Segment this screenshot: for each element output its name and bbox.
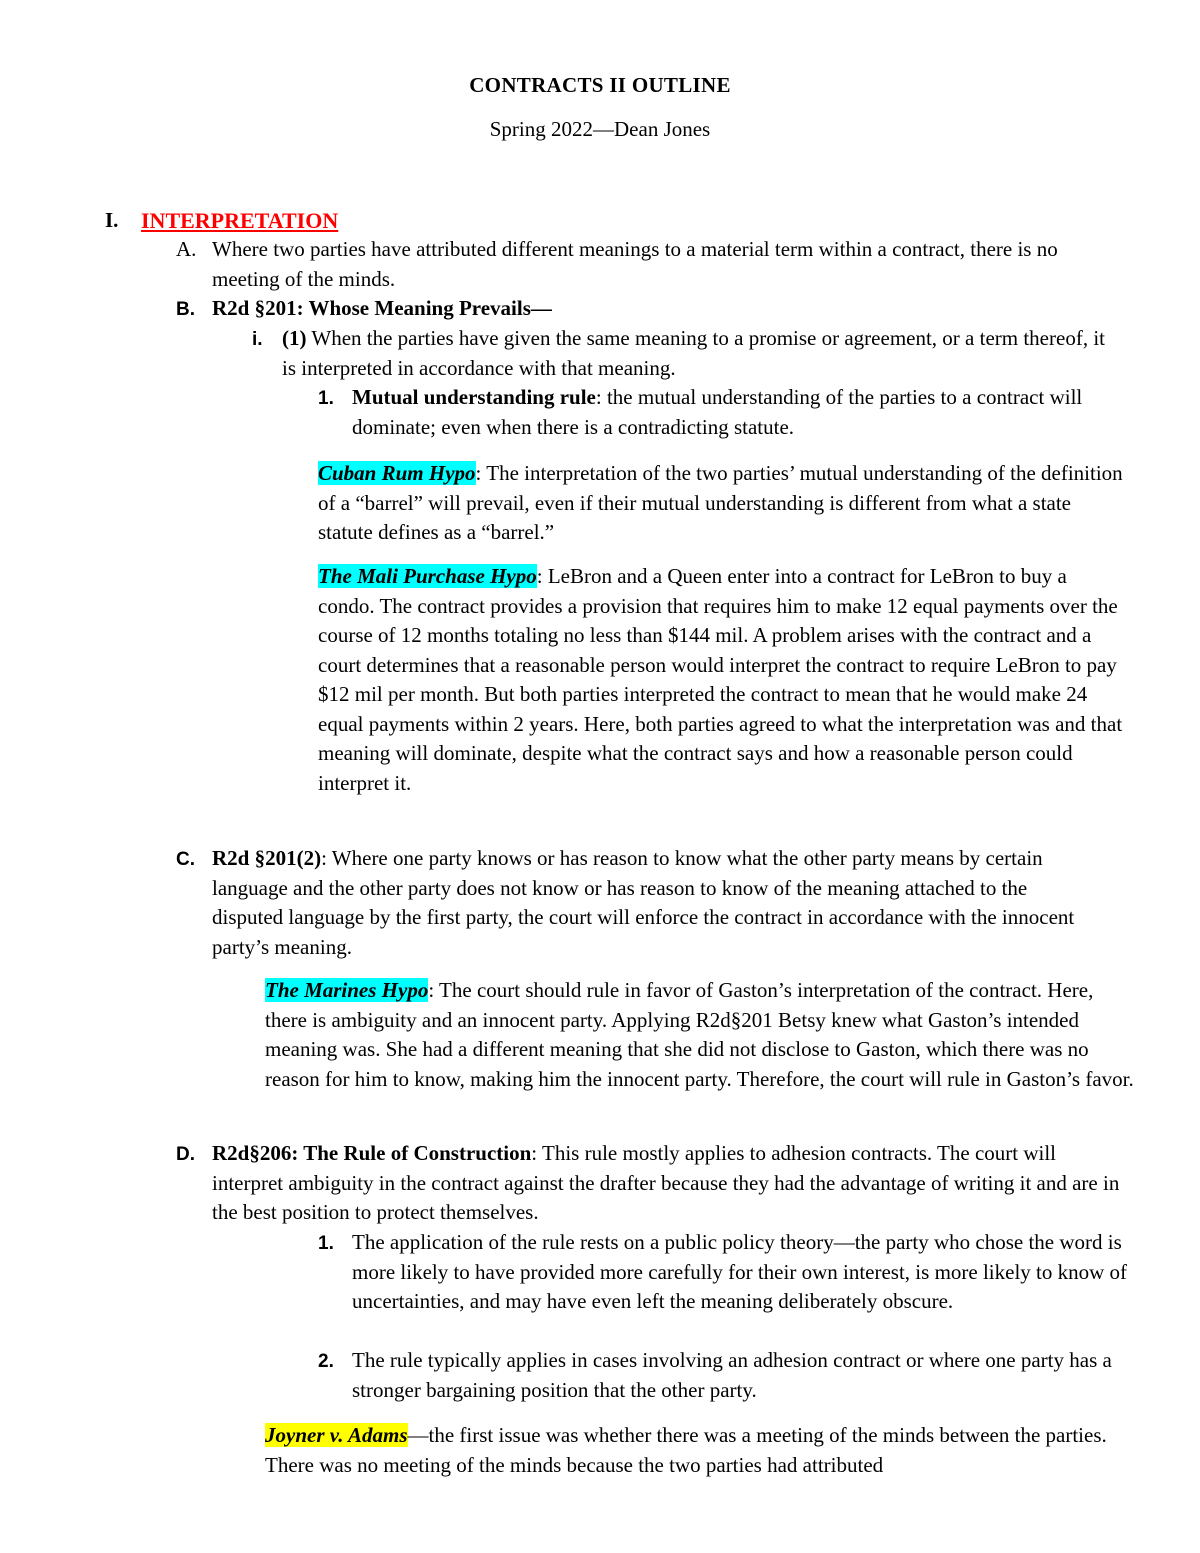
item-b-i-1-marker: 1. bbox=[318, 388, 334, 409]
mutual-understanding-body: : the mutual understanding of the parties to a contract will dominate; even when there is a contradicting statute. bbox=[352, 385, 1083, 439]
item-b-marker: B. bbox=[176, 299, 195, 320]
item-b-i-body: When the parties have given the same meaning to a promise or agreement, or a term thereof, it is interpreted in accordance with that meaning. bbox=[282, 326, 1105, 380]
mali-purchase-hypo-body: : LeBron and a Queen enter into a contract for LeBron to buy a condo. The contract provides a provision that requires him to make 12 equal payments over the course of 12 months totaling no less than $144 mil. A problem arises with the contract and a court determines that a reasonable person would interpret the contract to require LeBron to pay $12 mil per month. But both parties interpreted the contract to mean that he would make 24 equal payments within 2 years. Here, both parties agreed to what the interpretation was and that meaning will dominate, despite what the contract says and how a reasonable person could interpret it. bbox=[318, 564, 1123, 795]
item-d-text bbox=[212, 1139, 1122, 1228]
cuban-rum-hypo-body: : The interpretation of the two parties’ mutual understanding of the definition of a “barrel” will prevail, even if their mutual understanding is different from what a state statute defines as a “barrel.” bbox=[318, 461, 1123, 544]
document-title: CONTRACTS II OUTLINE bbox=[469, 73, 731, 97]
item-c-body: : Where one party knows or has reason to know what the other party means by certain language and the other party does not know or has reason to know of the meaning attached to the disputed language by the first party, the court will enforce the contract in accordance with the innocent party’s meaning. bbox=[212, 846, 1075, 959]
marines-hypo-body: : The court should rule in favor of Gaston’s interpretation of the contract. Here, there is ambiguity and an innocent party. Applying R2d§201 Betsy knew what Gaston’s intended meaning was. She had a different meaning that she did not disclose to Gaston, which there was no reason for him to know, making him the innocent party. Therefore, the court will rule in Gaston’s favor. bbox=[265, 978, 1134, 1091]
item-c-heading: R2d §201(2) bbox=[212, 846, 322, 870]
item-c-text bbox=[212, 844, 1092, 962]
joyner-case-label: Joyner v. Adams bbox=[265, 1423, 408, 1447]
mali-purchase-hypo-label: The Mali Purchase Hypo bbox=[318, 564, 537, 588]
item-d-heading: R2d§206: The Rule of Construction bbox=[212, 1141, 532, 1165]
cuban-rum-hypo-label: Cuban Rum Hypo bbox=[318, 461, 476, 485]
item-d-2-text: The rule typically applies in cases involving an adhesion contract or where one party has a stronger bargaining position that the other party. bbox=[352, 1348, 1112, 1402]
item-a-marker: A. bbox=[176, 237, 197, 261]
mali-purchase-hypo bbox=[318, 562, 1128, 798]
item-a-text: Where two parties have attributed different meanings to a material term within a contract, there is no meeting of the minds. bbox=[212, 237, 1058, 291]
joyner-case-body: —the first issue was whether there was a meeting of the minds between the parties. There was no meeting of the minds because the two parties had attributed bbox=[265, 1423, 1107, 1477]
item-d-1-marker: 1. bbox=[318, 1233, 334, 1254]
joyner-case bbox=[265, 1421, 1135, 1480]
item-c-marker: C. bbox=[176, 849, 195, 870]
item-b-heading: R2d §201: Whose Meaning Prevails— bbox=[212, 296, 552, 320]
item-d-body: : This rule mostly applies to adhesion contracts. The court will interpret ambiguity in the contract against the drafter because they had the advantage of writing it and are in the best position to protect themselves. bbox=[212, 1141, 1120, 1224]
section-marker: I. bbox=[105, 208, 119, 232]
mutual-understanding-term: Mutual understanding rule bbox=[352, 385, 596, 409]
item-b-i-marker: i. bbox=[252, 329, 263, 350]
item-d-marker: D. bbox=[176, 1144, 195, 1165]
section-heading: INTERPRETATION bbox=[141, 208, 339, 233]
marines-hypo bbox=[265, 976, 1135, 1094]
item-b-i-lead: (1) bbox=[282, 326, 307, 350]
marines-hypo-label: The Marines Hypo bbox=[265, 978, 429, 1002]
item-b-i-text bbox=[282, 324, 1122, 383]
item-d-1-text: The application of the rule rests on a public policy theory—the party who chose the word is more likely to have provided more carefully for their own interest, is more likely to know of uncertainties, and may have even left the meaning deliberately obscure. bbox=[352, 1230, 1128, 1313]
item-b-i-1-text bbox=[352, 383, 1142, 442]
cuban-rum-hypo bbox=[318, 459, 1128, 548]
item-d-2-marker: 2. bbox=[318, 1351, 334, 1372]
document-subtitle: Spring 2022—Dean Jones bbox=[489, 117, 711, 141]
